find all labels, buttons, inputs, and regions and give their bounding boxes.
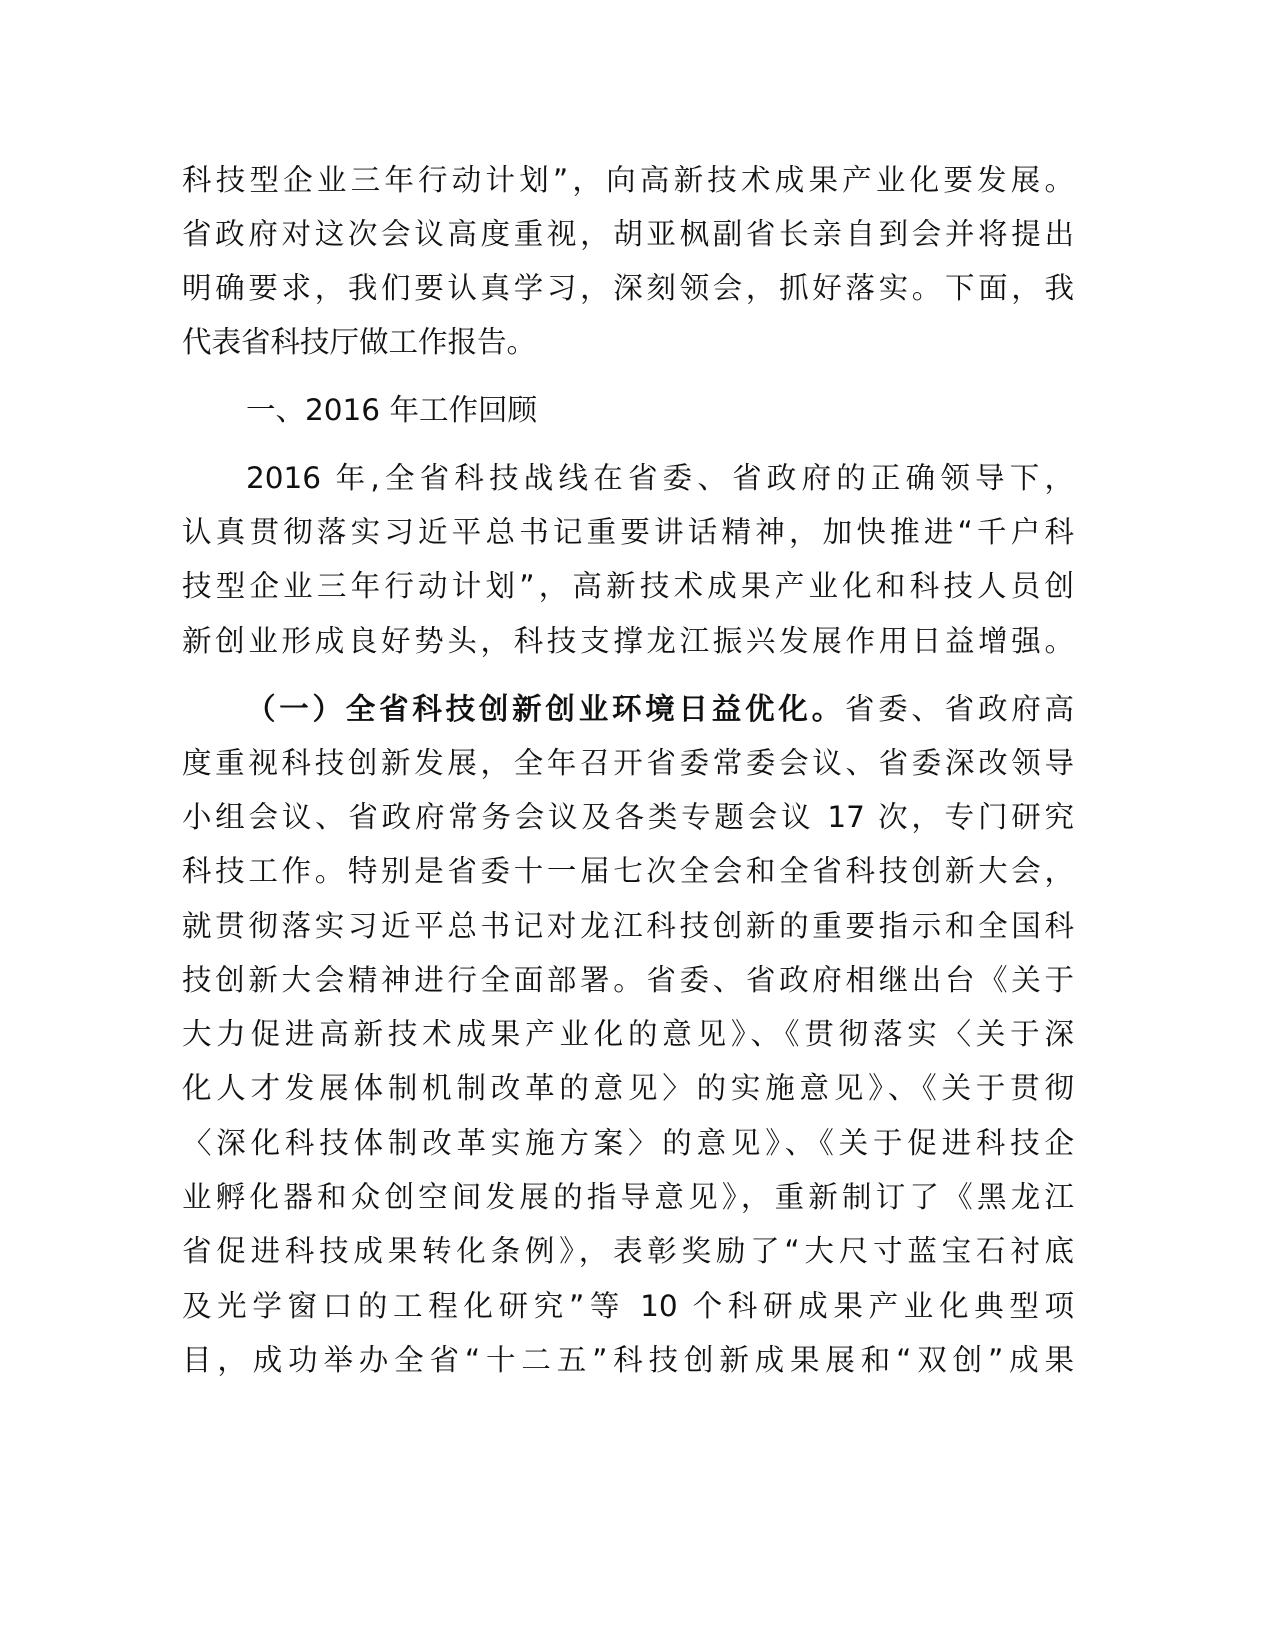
- subsection-line: [246, 689, 1074, 729]
- subsection-heading: （一）全省科技创新创业环境日益优化。: [246, 692, 845, 726]
- body-text-line: 新创业形成良好势头，科技支撑龙江振兴发展作用日益增强。: [182, 624, 1074, 658]
- body-text-line: 化人才发展体制机制改革的意见〉的实施意见》、《关于贯彻: [182, 1071, 1074, 1105]
- section-heading: 一、2016 年工作回顾: [246, 393, 537, 427]
- body-text-line: 技创新大会精神进行全面部署。省委、省政府相继出台《关于: [182, 963, 1074, 997]
- body-text-line: 度重视科技创新发展，全年召开省委常委会议、省委深改领导: [182, 746, 1074, 780]
- body-text-line: 就贯彻落实习近平总书记对龙江科技创新的重要指示和全国科: [182, 909, 1074, 943]
- body-text-line: 大力促进高新技术成果产业化的意见》、《贯彻落实〈关于深: [182, 1017, 1074, 1051]
- body-text-line: 省政府对这次会议高度重视，胡亚枫副省长亲自到会并将提出: [182, 217, 1074, 251]
- body-text-line: 科技型企业三年行动计划”，向高新技术成果产业化要发展。: [182, 163, 1074, 197]
- body-text-line: 2016 年,全省科技战线在省委、省政府的正确领导下，: [246, 461, 1074, 495]
- body-text-line: 代表省科技厅做工作报告。: [182, 325, 537, 359]
- body-text-line: 技型企业三年行动计划”，高新技术成果产业化和科技人员创: [182, 569, 1074, 603]
- body-text: 省委、省政府高: [844, 692, 1074, 726]
- body-text-line: 业孵化器和众创空间发展的指导意见》，重新制订了《黑龙江: [182, 1180, 1074, 1214]
- body-text-line: 〈深化科技体制改革实施方案〉的意见》、《关于促进科技企: [182, 1126, 1074, 1160]
- body-text-line: 小组会议、省政府常务会议及各类专题会议 17 次，专门研究: [182, 800, 1074, 834]
- body-text-line: 省促进科技成果转化条例》，表彰奖励了“大尺寸蓝宝石衬底: [182, 1234, 1074, 1268]
- body-text-line: 目，成功举办全省“十二五”科技创新成果展和“双创”成果: [182, 1343, 1074, 1377]
- body-text-line: 明确要求，我们要认真学习，深刻领会，抓好落实。下面，我: [182, 271, 1074, 305]
- body-text-line: 及光学窗口的工程化研究”等 10 个科研成果产业化典型项: [182, 1289, 1074, 1323]
- body-text-line: 科技工作。特别是省委十一届七次全会和全省科技创新大会，: [182, 854, 1074, 888]
- body-text-line: 认真贯彻落实习近平总书记重要讲话精神，加快推进“千户科: [182, 515, 1074, 549]
